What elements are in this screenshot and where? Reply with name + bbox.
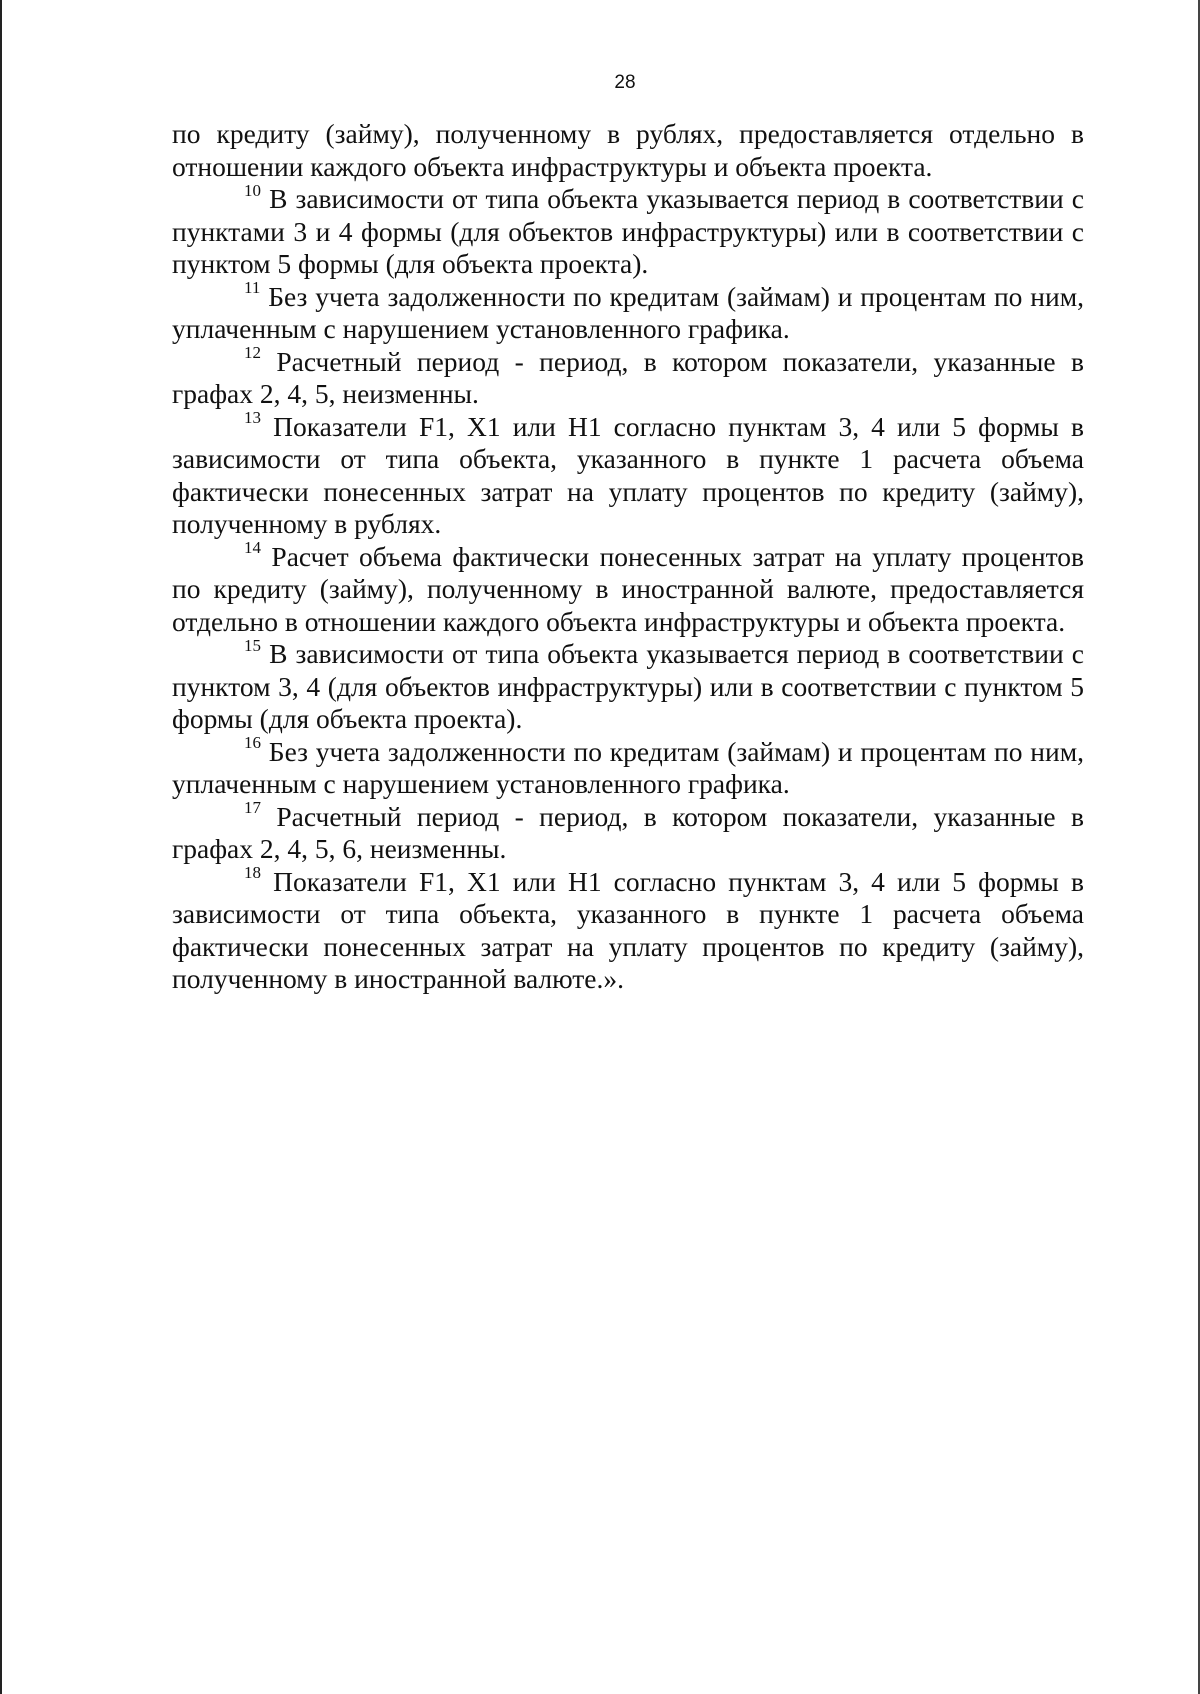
- paragraph-continuation: [172, 118, 1084, 183]
- footnote-12: [172, 343, 1084, 411]
- footnote-text: Расчет объема фактически понесенных затрат на уплату процентов по кредиту (займу), полученному в иностранной валюте, предоставляется отдельно в отношении каждого объекта инфраструктуры и объекта проекта.: [172, 540, 1084, 637]
- footnote-marker: 13: [244, 408, 261, 428]
- footnote-marker: 18: [244, 863, 261, 883]
- footnote-text: Показатели F1, X1 или H1 согласно пунктам 3, 4 или 5 формы в зависимости от типа объекта, указанного в пункте 1 расчета объема фактически понесенных затрат на уплату процентов по кредиту (займу), полученному в рублях.: [172, 410, 1084, 539]
- footnote-15: [172, 635, 1084, 736]
- footnote-marker: 16: [244, 733, 261, 753]
- footnote-16: [172, 733, 1084, 801]
- paragraph-text: по кредиту (займу), полученному в рублях, предоставляется отдельно в отношении каждого объекта инфраструктуры и объекта проекта.: [172, 118, 1084, 182]
- footnote-text: Без учета задолженности по кредитам (займам) и процентам по ним, уплаченным с нарушением установленного графика.: [172, 735, 1084, 799]
- footnote-11: [172, 278, 1084, 346]
- footnote-marker: 10: [244, 180, 261, 200]
- footnote-14: [172, 538, 1084, 639]
- footnote-text: В зависимости от типа объекта указывается период в соответствии с пунктом 3, 4 (для объектов инфраструктуры) или в соответствии с пунктом 5 формы (для объекта проекта).: [172, 638, 1084, 734]
- footnote-17: [172, 798, 1084, 866]
- footnote-marker: 11: [244, 278, 261, 298]
- footnote-text: Показатели F1, X1 или H1 согласно пунктам 3, 4 или 5 формы в зависимости от типа объекта, указанного в пункте 1 расчета объема фактически понесенных затрат на уплату процентов по кредиту (займу), полученному в иностранной валюте.».: [172, 865, 1084, 994]
- footnote-18: [172, 863, 1084, 996]
- footnote-text: Без учета задолженности по кредитам (займам) и процентам по ним, уплаченным с нарушением установленного графика.: [172, 280, 1084, 344]
- footnote-marker: 15: [244, 635, 261, 655]
- footnote-text: Расчетный период - период, в котором показатели, указанные в графах 2, 4, 5, неизменны.: [172, 345, 1084, 409]
- footnote-text: Расчетный период - период, в котором показатели, указанные в графах 2, 4, 5, 6, неизменны.: [172, 800, 1084, 864]
- footnote-marker: 12: [244, 343, 261, 363]
- scan-left-border: [0, 0, 2, 1694]
- page-number: 28: [614, 72, 636, 93]
- body-text: [172, 118, 1084, 996]
- footnote-text: В зависимости от типа объекта указывается период в соответствии с пунктами 3 и 4 формы (для объектов инфраструктуры) или в соответствии с пунктом 5 формы (для объекта проекта).: [172, 183, 1084, 279]
- footnote-13: [172, 408, 1084, 541]
- footnote-10: [172, 180, 1084, 281]
- footnote-marker: 17: [244, 798, 261, 818]
- footnote-marker: 14: [244, 538, 261, 558]
